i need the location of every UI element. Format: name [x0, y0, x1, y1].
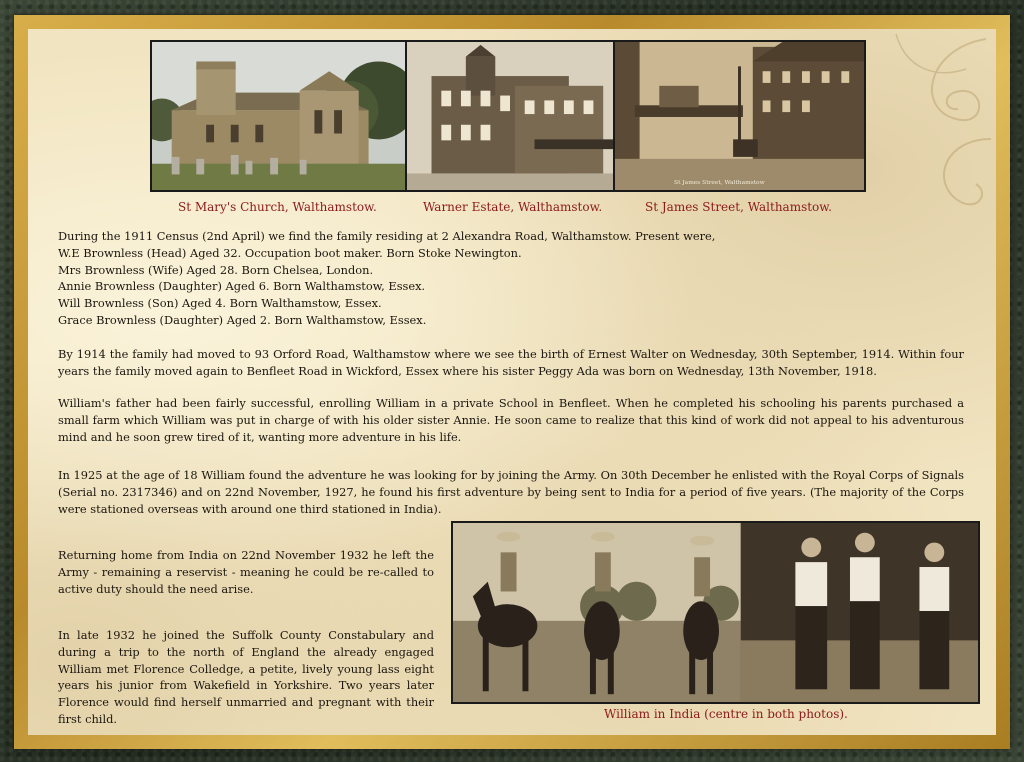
- caption-william-in-india: William in India (centre in both photos).: [604, 707, 848, 721]
- paragraph-father: William's father had been fairly successful, enrolling William in a private School in Benfleet. When he completed his schooling his parents purchased a small farm which William was put in charge of with his older sister Annie. He soon came to realize that this kind of work did not appeal to his adventurous mind and he soon grew tired of it, wanting more adventure in his life.: [58, 396, 964, 444]
- st-marys-church-photo: [150, 40, 407, 192]
- caption-st-james-street: St James Street, Walthamstow.: [645, 200, 832, 214]
- paragraph-returning: Returning home from India on 22nd November 1932 he left the Army - remaining a reservist - meaning he could be re-called to active duty should the need arise.: [58, 548, 434, 596]
- census-member: W.E Brownless (Head) Aged 32. Occupation boot maker. Born Stoke Newington.: [58, 245, 522, 260]
- caption-st-marys-church: St Mary's Church, Walthamstow.: [178, 200, 377, 214]
- paragraph-constabulary: In late 1932 he joined the Suffolk County Constabulary and during a trip to the north of England the already engaged William met Florence Colledge, a petite, lively young lass eight years his junior from Wakefield in Yorkshire. Two years later Florence would find herself unmarried and pregnant with their first child.: [58, 628, 434, 726]
- caption-warner-estate: Warner Estate, Walthamstow.: [423, 200, 603, 214]
- census-block: [58, 228, 958, 329]
- warner-estate-photo: [405, 40, 615, 192]
- street-photo-inscription: St James Street, Walthamstow: [674, 180, 765, 187]
- census-intro: During the 1911 Census (2nd April) we find the family residing at 2 Alexandra Road, Walthamstow. Present were,: [58, 229, 716, 243]
- census-member: Grace Brownless (Daughter) Aged 2. Born Walthamstow, Essex.: [58, 312, 427, 327]
- census-member: Mrs Brownless (Wife) Aged 28. Born Chelsea, London.: [58, 262, 374, 277]
- census-member: Will Brownless (Son) Aged 4. Born Walthamstow, Essex.: [58, 296, 382, 311]
- census-member: Annie Brownless (Daughter) Aged 6. Born Walthamstow, Essex.: [58, 279, 426, 294]
- st-james-street-photo: [613, 40, 866, 192]
- paragraph-1914: By 1914 the family had moved to 93 Orford Road, Walthamstow where we see the birth of Ernest Walter on Wednesday, 30th September, 1914. Within four years the family moved again to Benfleet Road in Wickford, Essex where his sister Peggy Ada was born on Wednesday, 13th November, 1918.: [58, 347, 964, 378]
- paragraph-army: In 1925 at the age of 18 William found the adventure he was looking for by joining the Army. On 30th December he enlisted with the Royal Corps of Signals (Serial no. 2317346) and on 22nd November, 1927, he found his first adventure by being sent to India for a period of five years. (The majority of the Corps were stationed overseas with around one third stationed in India).: [58, 468, 964, 516]
- william-in-india-photo: [451, 521, 980, 704]
